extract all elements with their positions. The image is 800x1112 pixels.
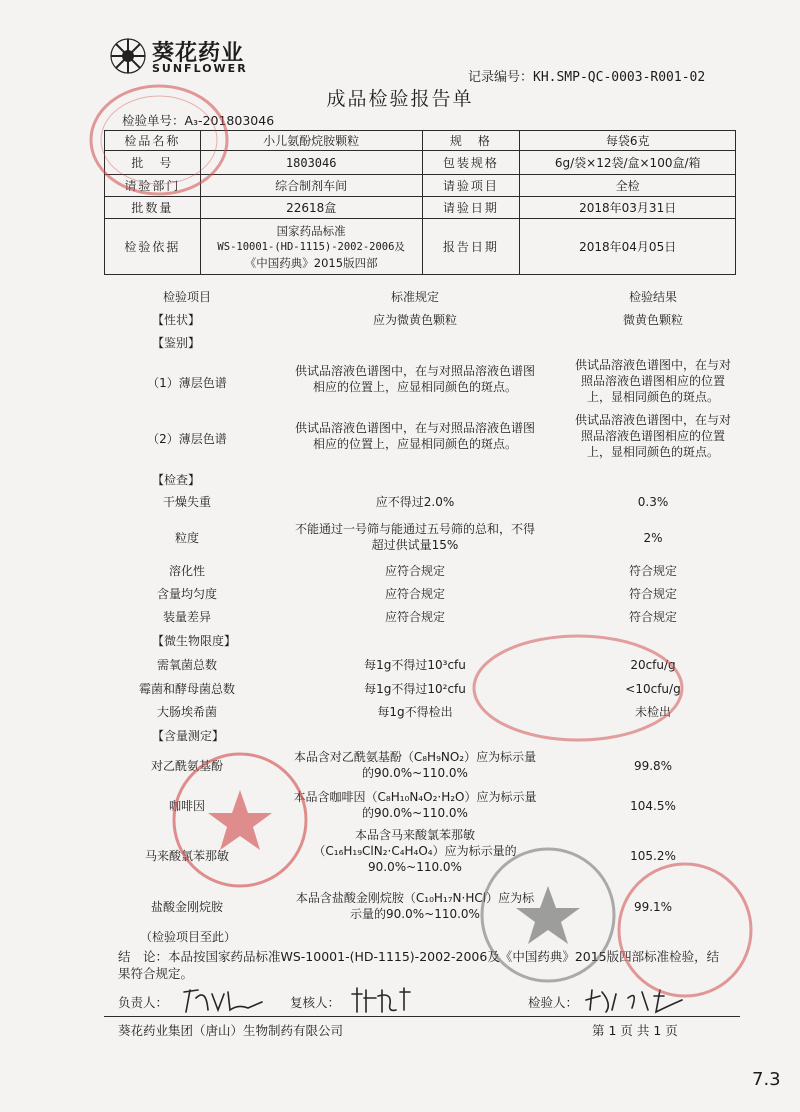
uniformity-result: 符合规定 bbox=[628, 587, 677, 601]
handwritten-note: 7.3 bbox=[752, 1069, 781, 1090]
col-header-standard: 标准规定 bbox=[390, 290, 439, 304]
solubility-item: 溶化性 bbox=[168, 564, 205, 578]
mold-standard: 每1g不得过10²cfu bbox=[364, 682, 466, 696]
fill-result: 符合规定 bbox=[628, 610, 677, 624]
tlc1-standard: 供试品溶液色谱图中，在与对照品溶液色谱图 相应的位置上，应显相同颜色的斑点。 bbox=[294, 364, 535, 394]
mold-item: 霉菌和酵母菌总数 bbox=[138, 682, 235, 696]
col-header-item: 检验项目 bbox=[162, 290, 211, 304]
batch-value: 1803046 bbox=[200, 151, 422, 175]
company-seal-top-icon bbox=[84, 80, 234, 200]
request-date-value: 2018年03月31日 bbox=[520, 197, 736, 219]
dept-value: 综合制剂车间 bbox=[200, 175, 422, 197]
tlc1-item: （1）薄层色谱 bbox=[147, 376, 227, 390]
inspector-label: 检验人： bbox=[528, 995, 579, 1010]
basis-label: 检验依据 bbox=[105, 219, 201, 275]
ecoli-standard: 每1g不得检出 bbox=[377, 705, 453, 719]
footer-company: 葵花药业集团（唐山）生物制药有限公司 bbox=[118, 1023, 344, 1038]
report-date-value: 2018年04月05日 bbox=[520, 219, 736, 275]
tlc2-item: （2）薄层色谱 bbox=[147, 432, 227, 446]
section-identification: 【鉴别】 bbox=[152, 336, 201, 350]
conclusion-line-2: 果符合规定。 bbox=[118, 966, 194, 981]
request-item-label: 请验项目 bbox=[422, 175, 520, 197]
conclusion-line-1: 结 论：本品按国家药品标准WS-10001-(HD-1115)-2002-2006及《中国药典》2015版四部标准检验，结 bbox=[118, 949, 720, 964]
ecoli-result: 未检出 bbox=[634, 705, 671, 719]
company-seal-right-icon bbox=[610, 860, 760, 1000]
caffeine-item: 咖啡因 bbox=[168, 799, 205, 813]
tlc2-standard: 供试品溶液色谱图中，在与对照品溶液色谱图 相应的位置上，应显相同颜色的斑点。 bbox=[294, 421, 535, 451]
reviewer-label: 复核人： bbox=[290, 995, 341, 1010]
ecoli-item: 大肠埃希菌 bbox=[156, 705, 217, 719]
quantity-value: 22618盒 bbox=[200, 197, 422, 219]
batch-label: 批 号 bbox=[105, 151, 201, 175]
caffeine-result: 104.5% bbox=[630, 799, 676, 813]
sunflower-logo-icon bbox=[108, 36, 148, 76]
page-title: 成品检验报告单 bbox=[326, 88, 474, 110]
apap-standard: 本品含对乙酰氨基酚（C₈H₉NO₂）应为标示量 的90.0%~110.0% bbox=[293, 750, 537, 780]
chlorphen-result: 105.2% bbox=[630, 849, 676, 863]
solubility-standard: 应符合规定 bbox=[384, 564, 445, 578]
chlorphen-item: 马来酸氯苯那敏 bbox=[144, 849, 229, 863]
spec-label: 规 格 bbox=[422, 131, 520, 151]
apap-result: 99.8% bbox=[633, 759, 673, 773]
section-microbial: 【微生物限度】 bbox=[152, 634, 237, 648]
company-seal-bottom-icon bbox=[478, 840, 618, 990]
tlc1-result: 供试品溶液色谱图中，在与对 照品溶液色谱图相应的位置 上，显相同颜色的斑点。 bbox=[574, 358, 731, 404]
granularity-result: 2% bbox=[643, 531, 663, 545]
report-date-label: 报告日期 bbox=[422, 219, 520, 275]
caffeine-standard: 本品含咖啡因（C₈H₁₀N₄O₂·H₂O）应为标示量 的90.0%~110.0% bbox=[293, 790, 537, 820]
apap-item: 对乙酰氨基酚 bbox=[150, 759, 223, 773]
quantity-label: 批数量 bbox=[105, 197, 201, 219]
responsible-signature bbox=[178, 984, 268, 1016]
footer-divider bbox=[104, 1016, 740, 1017]
product-name-value: 小儿氨酚烷胺颗粒 bbox=[200, 131, 422, 151]
form-number: 检验单号：A₃-201803046 bbox=[122, 113, 275, 128]
reviewer-signature bbox=[348, 984, 418, 1016]
pack-label: 包装规格 bbox=[422, 151, 520, 175]
company-logo-cn: 葵花药业 bbox=[152, 40, 245, 66]
solubility-result: 符合规定 bbox=[628, 564, 677, 578]
appearance-result: 微黄色颗粒 bbox=[622, 313, 683, 327]
record-number: 记录编号：KH.SMP-QC-0003-R001-02 bbox=[468, 70, 706, 85]
dept-label: 请验部门 bbox=[105, 175, 201, 197]
aerobic-item: 需氧菌总数 bbox=[156, 658, 217, 672]
loss-standard: 应不得过2.0% bbox=[375, 495, 455, 509]
pack-value: 6g/袋×12袋/盒×100盒/箱 bbox=[520, 151, 736, 175]
amantadine-result: 99.1% bbox=[633, 900, 673, 914]
section-assay: 【含量测定】 bbox=[152, 729, 225, 743]
aerobic-standard: 每1g不得过10³cfu bbox=[364, 658, 466, 672]
appearance-standard: 应为微黄色颗粒 bbox=[372, 313, 457, 327]
company-seal-middle-icon bbox=[470, 632, 685, 744]
uniformity-item: 含量均匀度 bbox=[156, 587, 217, 601]
chlorphen-standard: 本品含马来酸氯苯那敏 （C₁₆H₁₉ClN₂·C₄H₄O₄）应为标示量的 90.0%~110.0% bbox=[313, 828, 517, 874]
product-name-label: 检品名称 bbox=[105, 131, 201, 151]
company-logo-en: SUNFLOWER bbox=[152, 62, 248, 75]
fill-standard: 应符合规定 bbox=[384, 610, 445, 624]
section-inspection: 【检查】 bbox=[152, 473, 201, 487]
amantadine-standard: 本品含盐酸金刚烷胺（C₁₀H₁₇N·HCl）应为标 示量的90.0%~110.0% bbox=[295, 891, 535, 921]
end-of-items: （检验项目至此） bbox=[140, 930, 237, 944]
page-number: 第 1 页 共 1 页 bbox=[592, 1023, 678, 1038]
uniformity-standard: 应符合规定 bbox=[384, 587, 445, 601]
basis-value: 国家药品标准 WS-10001-(HD-1115)-2002-2006及 《中国药典》2015版四部 bbox=[200, 219, 422, 275]
request-date-label: 请验日期 bbox=[422, 197, 520, 219]
tlc2-result: 供试品溶液色谱图中，在与对 照品溶液色谱图相应的位置 上，显相同颜色的斑点。 bbox=[574, 413, 731, 459]
spec-value: 每袋6克 bbox=[520, 131, 736, 151]
section-appearance: 【性状】 bbox=[152, 313, 201, 327]
loss-item: 干燥失重 bbox=[162, 495, 211, 509]
granularity-item: 粒度 bbox=[174, 531, 199, 545]
mold-result: <10cfu/g bbox=[625, 682, 681, 696]
request-item-value: 全检 bbox=[520, 175, 736, 197]
aerobic-result: 20cfu/g bbox=[630, 658, 676, 672]
granularity-standard: 不能通过一号筛与能通过五号筛的总和，不得 超过供试量15% bbox=[294, 522, 535, 552]
col-header-result: 检验结果 bbox=[628, 290, 677, 304]
company-seal-left-icon bbox=[170, 745, 320, 895]
responsible-label: 负责人： bbox=[118, 995, 169, 1010]
loss-result: 0.3% bbox=[637, 495, 669, 509]
amantadine-item: 盐酸金刚烷胺 bbox=[150, 900, 223, 914]
fill-item: 装量差异 bbox=[162, 610, 211, 624]
